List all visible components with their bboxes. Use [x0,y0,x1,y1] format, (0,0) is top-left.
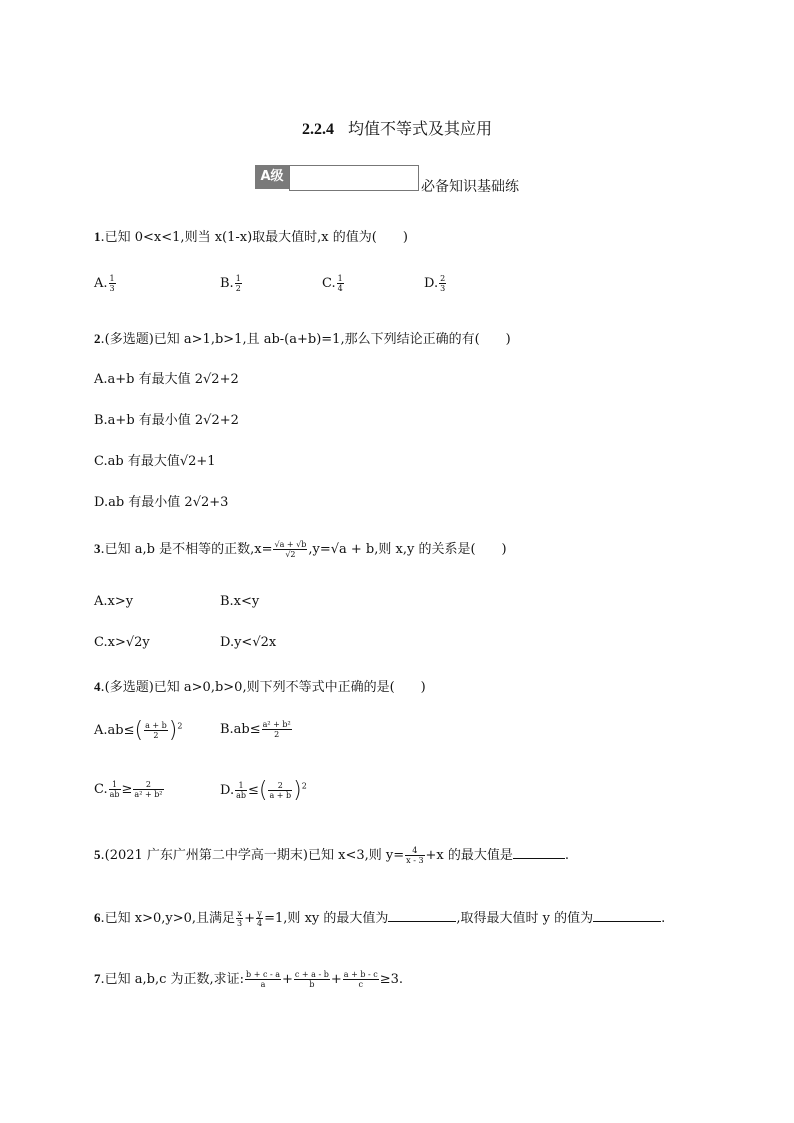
grade-header [255,165,519,195]
grade-box [289,165,419,191]
q4-option-d: D. $\frac{1}{ab}$ ≤( $\frac{2}{a + b}$ )$^2$ [220,778,307,803]
q4-option-b: B.ab≤ $\frac{\text{a² + b²}}{2}$ [220,720,291,739]
question-1: 1.已知 0<x<1,则当 x(1-x)取最大值时,x 的值为( ) [94,229,408,245]
question-4-text: (多选题)已知 a>0,b>0,则下列不等式中正确的是( ) [104,680,426,695]
q1-option-c: C. $\frac{1}{4}$ [322,274,343,293]
q3-option-c: C.x>√2y [94,635,150,650]
answer-blank[interactable] [513,858,565,859]
question-2: 2.(多选题)已知 a>1,b>1,且 ab-(a+b)=1,那么下列结论正确的有( ) [94,331,511,347]
q3-option-a: A.x>y [94,594,134,609]
answer-blank-2[interactable] [593,921,661,922]
q4-option-a: A.ab≤( $\frac{a + b}{2}$ )$^2$ [94,718,183,743]
answer-blank-1[interactable] [388,921,456,922]
q2-option-a: A.a+b 有最大值 2√2+2 [94,372,239,387]
q2-option-c: C.ab 有最大值√2+1 [94,454,216,469]
section-number: 2.2.4 [301,121,334,138]
question-5: 5.(2021 广东广州第二中学高一期末)已知 x<3,则 y= $\frac{4}{x - 3}$ +x 的最大值是 . [94,846,570,865]
q2-option-b: B.a+b 有最小值 2√2+2 [94,413,239,428]
q3-option-d: D.y<√2x [220,635,277,650]
q3-option-b: B.x<y [220,594,260,609]
q4-option-c: C. $\frac{1}{ab}$ ≥ $\frac{2}{\text{a² + b²}}$ [94,780,163,799]
question-6: 6.已知 x>0,y>0,且满足 $\frac{x}{3}$ + $\frac{y}{4}$ =1,则 xy 的最大值为 ,取得最大值时 y 的值为 . [94,909,666,928]
q2-option-d: D.ab 有最小值 2√2+3 [94,495,229,510]
question-4: 4.(多选题)已知 a>0,b>0,则下列不等式中正确的是( ) [94,679,426,695]
q1-option-b: B. $\frac{1}{2}$ [220,274,241,293]
q3-y-expr: √a + b [330,542,375,557]
q1-option-d: D. $\frac{2}{3}$ [424,274,446,293]
question-7: 7.已知 a,b,c 为正数,求证: $\frac{b + c - a}{a}$ + $\frac{c + a - b}{b}$ + $\frac{a + b - c}{c}$ ≥3. [94,970,404,989]
section-title: 均值不等式及其应用 [347,119,492,138]
q1-option-a: A. $\frac{1}{3}$ [94,274,115,293]
grade-label: 必备知识基础练 [421,179,519,195]
question-3: 3.已知 a,b 是不相等的正数,x= $\frac{√a + √b}{√2}$ ,y=√a + b,则 x,y 的关系是( ) [94,540,507,559]
question-1-text: 已知 0<x<1,则当 x(1-x)取最大值时,x 的值为( ) [104,230,408,245]
page-title [0,116,794,139]
question-2-text: (多选题)已知 a>1,b>1,且 ab-(a+b)=1,那么下列结论正确的有( ) [104,332,511,347]
grade-badge: A级 [255,165,289,189]
